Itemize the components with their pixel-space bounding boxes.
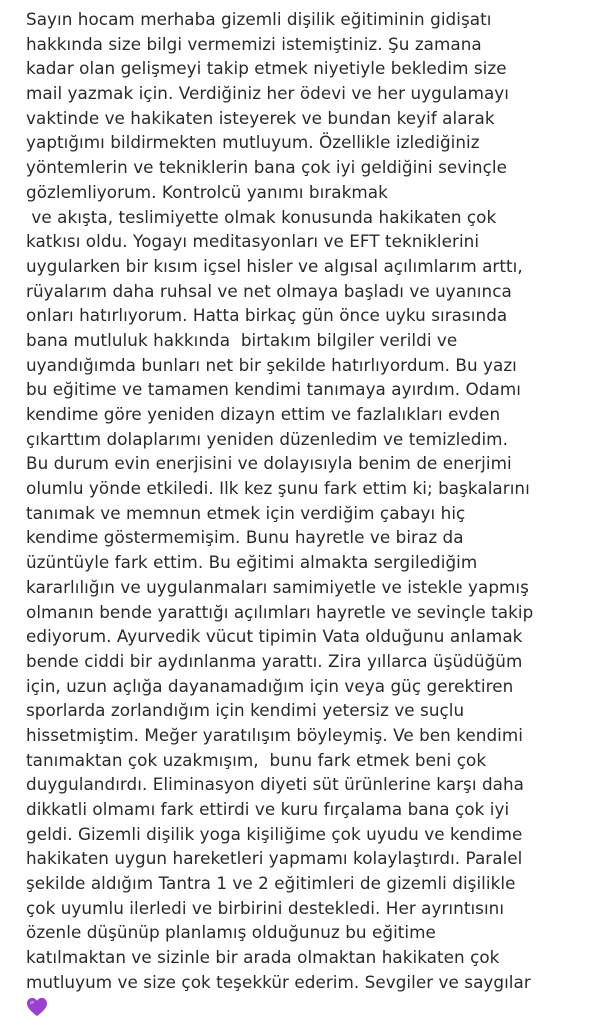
message-line: mutluyum ve size çok teşekkür ederim. Sevgiler ve saygılar (26, 971, 531, 992)
message-line: onları hatırlıyorum. Hatta birkaç gün önce uyku sırasında (26, 305, 508, 326)
message-line: gözlemliyorum. Kontrolcü yanımı bırakmak (26, 181, 388, 202)
message-line: olumlu yönde etkiledi. Ilk kez şunu fark ettim ki; başkalarını (26, 478, 530, 499)
message-line: mail yazmak için. Verdiğiniz her ödevi ve her uygulamayı (26, 83, 509, 104)
message-line: olmanın bende yarattığı açılımları hayretle ve sevinçle takip (26, 601, 534, 622)
message-line: duygulandırdı. Eliminasyon diyeti süt ürünlerine karşı daha (26, 774, 524, 795)
message-line: uygularken bir kısım içsel hisler ve algısal açılımlarım arttı, (26, 255, 523, 276)
message-line: şekilde aldığım Tantra 1 ve 2 eğitimleri de gizemli dişilikle (26, 873, 516, 894)
message-text (26, 7, 602, 1019)
message-line: kadar olan gelişmeyi takip etmek niyetiyle bekledim size (26, 58, 507, 79)
purple-heart-icon (26, 997, 48, 1017)
message-line: tanımak ve memnun etmek için verdiğim çabayı hiç (26, 502, 466, 523)
message-line: için, uzun açlığa dayanamadığım için veya güç gerektiren (26, 675, 514, 696)
message-line: çıkarttım dolaplarımı yeniden düzenledim ve temizledim. (26, 428, 508, 449)
message-line: tanımaktan çok uzakmışım, bunu fark etmek beni çok (26, 749, 487, 770)
message-line: özenle düşünüp planlamış olduğunuz bu eğitime (26, 922, 436, 943)
message-line: katkısı oldu. Yogayı meditasyonları ve EFT tekniklerini (26, 231, 480, 252)
message-line: kendime göre yeniden dizayn ettim ve fazlalıkları evden (26, 404, 501, 424)
message-line: ve akışta, teslimiyette olmak konusunda hakikaten çok (26, 206, 497, 227)
message-line: bana mutluluk hakkında birtakım bilgiler verildi ve (26, 329, 458, 350)
message-line: hakkında size bilgi vermemizi istemiştiniz. Şu zamana (26, 33, 482, 54)
message-line: yöntemlerin ve tekniklerin bana çok iyi geldiğini sevinçle (26, 157, 507, 178)
message-line: uyandığımda bunları net bir şekilde hatırlıyordum. Bu yazı (26, 354, 517, 375)
message-line: geldi. Gizemli dişilik yoga kişiliğime çok uyudu ve kendime (26, 823, 523, 844)
message-line: çok uyumlu ilerledi ve birbirini destekledi. Her ayrıntısını (26, 897, 505, 918)
message-line: bu eğitime ve tamamen kendimi tanımaya ayırdım. Odamı (26, 379, 521, 400)
message-line: katılmaktan ve sizinle bir arada olmaktan hakikaten çok (26, 947, 500, 968)
message-line: Bu durum evin enerjisini ve dolayısıyla benim de enerjimi (26, 453, 512, 474)
message-line: yaptığımı bildirmekten mutluyum. Özellikle izlediğiniz (26, 132, 480, 153)
message-line: hakikaten uygun hareketleri yapmamı kolaylaştırdı. Paralel (26, 848, 523, 869)
message-line: kararlılığın ve uygulanmaları samimiyetle ve istekle yapmış (26, 576, 529, 597)
message-line: ediyorum. Ayurvedik vücut tipimin Vata olduğunu anlamak (26, 626, 523, 647)
message-line: kendime göstermemişim. Bunu hayretle ve biraz da (26, 527, 464, 548)
message-line: hissetmiştim. Meğer yaratılışım böyleymiş. Ve ben kendimi (26, 724, 523, 745)
message-line: vaktinde ve hakikaten isteyerek ve bundan keyif alarak (26, 107, 495, 128)
message-line: sporlarda zorlandığım için kendimi yetersiz ve suçlu (26, 700, 465, 721)
message-line: rüyalarım daha ruhsal ve net olmaya başladı ve uyanınca (26, 280, 512, 301)
message-line: bende ciddi bir aydınlanma yarattı. Zira yıllarca üşüdüğüm (26, 650, 523, 671)
emoji-line (26, 995, 602, 1020)
message-line: Sayın hocam merhaba gizemli dişilik eğitiminin gidişatı (26, 9, 492, 29)
message-line: dikkatli olmamı fark ettirdi ve kuru fırçalama bana çok iyi (26, 799, 510, 819)
message-line: üzüntüyle fark ettim. Bu eğitimi almakta sergilediğim (26, 552, 478, 573)
